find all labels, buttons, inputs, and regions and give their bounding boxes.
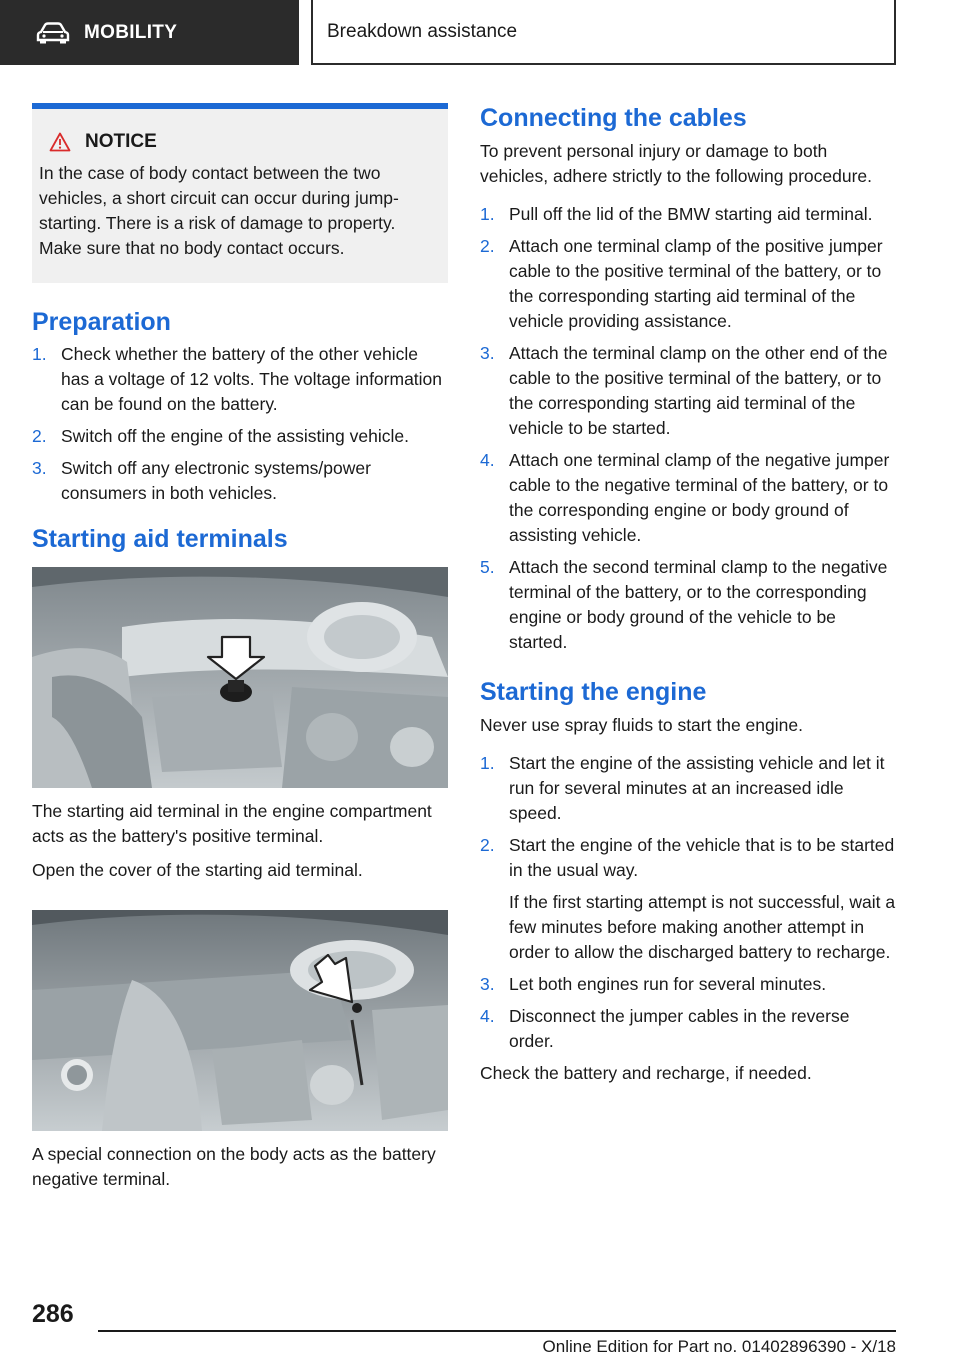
list-item: 1. Pull off the lid of the BMW starting aid terminal. bbox=[480, 204, 873, 224]
notice-title: NOTICE bbox=[85, 131, 157, 152]
connecting-intro: To prevent personal injury or damage to both vehicles, adhere strictly to the following procedure. bbox=[480, 141, 873, 186]
list-item: 2. Start the engine of the vehicle that is to be started in the usual way. If the first starting attempt is not successful, wait a few minutes before making another attempt in order to allow the discharged battery to recharge. bbox=[480, 833, 896, 965]
retry-note: If the first starting attempt is not successful, wait a few minutes before making another attempt in order to allow the discharged battery to recharge. bbox=[509, 892, 896, 962]
chapter-title: Breakdown assistance bbox=[327, 20, 518, 42]
starting-engine-heading: Starting the engine bbox=[480, 678, 707, 706]
list-item: 3. Let both engines run for several minutes. bbox=[480, 974, 827, 994]
list-item: 2. Attach one terminal clamp of the positive jumper cable to the positive terminal of the battery, or to the corresponding starting aid terminal of the vehicle providing assistance. bbox=[480, 236, 883, 331]
right-column bbox=[480, 103, 896, 1086]
preparation-steps bbox=[32, 342, 448, 506]
list-item: 1. Check whether the battery of the other vehicle has a voltage of 12 volts. The voltage information can be found on the battery. bbox=[32, 344, 443, 414]
open-cover-text: Open the cover of the starting aid terminal. bbox=[32, 860, 363, 880]
list-item: 4. Attach one terminal clamp of the negative jumper cable to the negative terminal of the battery, or to the corresponding engine or body ground of assisting vehicle. bbox=[480, 450, 890, 545]
section-label: MOBILITY bbox=[84, 21, 178, 43]
footer-edition: Online Edition for Part no. 01402896390 - X/18 bbox=[542, 1337, 896, 1356]
header-chapter-box bbox=[311, 0, 896, 65]
list-item: 3. Switch off any electronic systems/power consumers in both vehicles. bbox=[32, 458, 371, 503]
negative-terminal-caption: A special connection on the body acts as the battery negative terminal. bbox=[32, 1144, 436, 1189]
starting-aid-heading: Starting aid terminals bbox=[32, 525, 288, 553]
list-item: 5. Attach the second terminal clamp to the negative terminal of the battery, or to the corresponding engine or body ground of the vehicle to be started. bbox=[480, 557, 888, 652]
warning-triangle-icon bbox=[49, 132, 71, 152]
positive-terminal-caption: The starting aid terminal in the engine compartment acts as the battery's positive terminal. bbox=[32, 801, 432, 846]
car-icon bbox=[36, 22, 70, 44]
preparation-heading: Preparation bbox=[32, 308, 171, 336]
starting-engine-outro: Check the battery and recharge, if needed. bbox=[480, 1063, 812, 1083]
negative-terminal-photo bbox=[32, 910, 448, 1131]
notice-header bbox=[39, 131, 438, 153]
list-item: 1. Start the engine of the assisting vehicle and let it run for several minutes at an increased idle speed. bbox=[480, 753, 885, 823]
connecting-steps bbox=[480, 202, 896, 655]
notice-box bbox=[32, 103, 448, 283]
page-number: 286 bbox=[32, 1300, 74, 1328]
notice-text: In the case of body contact between the two vehicles, a short circuit can occur during jump-starting. There is a risk of damage to property. Make sure that no body contact occurs. bbox=[39, 163, 399, 258]
list-item: 3. Attach the terminal clamp on the other end of the cable to the positive terminal of the battery, or to the corresponding starting aid terminal of the vehicle to be started. bbox=[480, 343, 888, 438]
left-column bbox=[32, 103, 448, 1192]
positive-terminal-photo bbox=[32, 567, 448, 788]
starting-engine-intro: Never use spray fluids to start the engine. bbox=[480, 715, 803, 735]
footer-divider bbox=[98, 1330, 896, 1332]
list-item: 2. Switch off the engine of the assisting vehicle. bbox=[32, 426, 409, 446]
connecting-heading: Connecting the cables bbox=[480, 104, 747, 132]
header-section-tab bbox=[0, 0, 299, 65]
starting-engine-steps bbox=[480, 751, 896, 1054]
list-item: 4. Disconnect the jumper cables in the reverse order. bbox=[480, 1006, 850, 1051]
